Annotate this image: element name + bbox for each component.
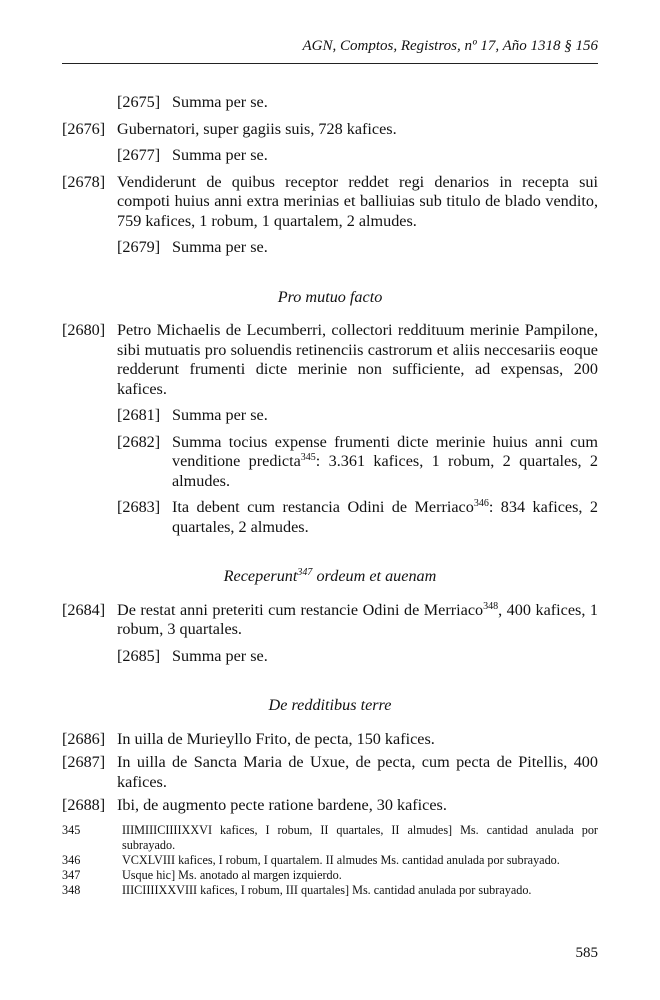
- entry-text: Vendiderunt de quibus receptor reddet regi denarios in recepta sui compoti huius anni extra merinias et balliuias sub titulo de blado vendito, 759 kafices, 1 robum, 1 quartalem, 2 almudes.: [117, 172, 598, 230]
- entry-2688: [62, 796, 598, 816]
- entry-number: [2684]: [62, 600, 106, 619]
- entry-number: [2678]: [62, 172, 106, 191]
- footnote-number: 348: [62, 883, 81, 897]
- footnote-number: 346: [62, 853, 81, 867]
- entry-number: [2677]: [117, 146, 161, 164]
- footnote-346: [62, 853, 598, 868]
- entry-2679: [62, 238, 598, 258]
- section-heading-pro-mutuo-facto: Pro mutuo facto: [277, 287, 383, 306]
- footnotes: [62, 823, 598, 898]
- entry-text-part: Ita debent cum restancia Odini de Merriaco: [172, 498, 474, 516]
- footnote-number: 347: [62, 868, 81, 882]
- entry-2686: [62, 730, 598, 750]
- entry-number: [2688]: [62, 796, 106, 814]
- footnote-text: IIIMIIICIIIIXXVI kafices, I robum, II quartales, II almudes] Ms. cantidad anulada por subrayado.: [122, 823, 598, 852]
- entry-number: [2680]: [62, 321, 106, 339]
- footnote-348: [62, 883, 598, 898]
- entry-text-part: : 834 kafices, 2 quartales, 2 almudes.: [172, 498, 598, 536]
- footnote-text: IIICIIIIXXVIII kafices, I robum, III quartales] Ms. cantidad anulada por subrayado.: [122, 883, 532, 897]
- entry-text: Summa per se.: [172, 406, 268, 424]
- entry-text: [172, 433, 598, 492]
- entry-text: Gubernatori, super gagiis suis, 728 kafices.: [117, 119, 397, 138]
- entry-text: Summa per se.: [172, 146, 268, 164]
- heading-text-part: Receperunt: [223, 567, 298, 585]
- entry-text: Ibi, de augmento pecte ratione bardene, 30 kafices.: [117, 796, 447, 814]
- entry-text: In uilla de Sancta Maria de Uxue, de pecta, cum pecta de Pitellis, 400 kafices.: [117, 753, 598, 791]
- entry-2678: [62, 173, 598, 232]
- footnote-ref-348[interactable]: 348: [483, 600, 499, 612]
- section-heading-de-redditibus-terre: De redditibus terre: [268, 696, 392, 714]
- entry-number: [2686]: [62, 729, 106, 748]
- running-header: [62, 38, 598, 64]
- footnote-ref-347[interactable]: 347: [297, 567, 313, 578]
- entry-number: [2679]: [117, 238, 161, 256]
- entry-text-part: Summa tocius expense frumenti dicte merinie huius anni cum venditione predicta: [172, 432, 598, 470]
- entry-number: [2681]: [117, 406, 161, 424]
- footnote-345: [62, 823, 598, 853]
- entry-number: [2687]: [62, 753, 106, 771]
- entry-2685: [62, 647, 598, 667]
- footnote-ref-346[interactable]: 346: [473, 498, 489, 509]
- footnote-text: Usque hic] Ms. anotado al margen izquierdo.: [122, 868, 342, 882]
- heading-text-part: ordeum et auenam: [312, 567, 437, 585]
- entry-text: Summa per se.: [172, 238, 268, 256]
- entry-text: [172, 498, 598, 537]
- footnote-ref-345[interactable]: 345: [300, 452, 316, 463]
- entry-number: [2676]: [62, 119, 106, 138]
- footnote-text: VCXLVIII kafices, I robum, I quartalem. II almudes Ms. cantidad anulada por subrayado.: [122, 853, 560, 867]
- entry-2684: [62, 601, 598, 640]
- entry-text: Summa per se.: [172, 93, 268, 111]
- footnote-number: 345: [62, 823, 81, 837]
- entry-text: Summa per se.: [172, 646, 268, 665]
- entry-2687: [62, 753, 598, 792]
- entry-number: [2675]: [117, 93, 161, 111]
- entry-number: [2685]: [117, 646, 161, 665]
- entry-2681: [62, 406, 598, 426]
- entry-text-part: : 3.361 kafices, 1 robum, 2 quartales, 2 almudes.: [172, 452, 598, 490]
- page-number: 585: [575, 945, 598, 961]
- entry-2675: [62, 93, 598, 113]
- entry-number: [2682]: [117, 432, 161, 451]
- entry-number: [2683]: [117, 498, 161, 516]
- running-title: AGN, Comptos, Registros, nº 17, Año 1318 § 156: [302, 38, 598, 54]
- entry-2683: [62, 498, 598, 537]
- entry-text-part: De restat anni preteriti cum restancie Odini de Merriaco: [117, 600, 484, 619]
- entry-2676: [62, 120, 598, 140]
- entry-text-part: , 400 kafices, 1 robum, 3 quartales.: [117, 600, 598, 638]
- entry-2677: [62, 146, 598, 166]
- footnote-347: [62, 868, 598, 883]
- section-heading-receperunt: [62, 567, 598, 587]
- page-body: [62, 93, 598, 823]
- entry-2680: [62, 321, 598, 399]
- entry-2682: [62, 433, 598, 492]
- entry-text: In uilla de Murieyllo Frito, de pecta, 150 kafices.: [117, 729, 435, 748]
- entry-text: Petro Michaelis de Lecumberri, collectori reddituum merinie Pampilone, sibi mutuatis pro soluendis retinenciis castrorum et aliis neccesariis eoque redderunt frumenti dicte merinie non sufficiente, ad expensas, 200 kafices.: [117, 321, 598, 398]
- entry-text: [117, 601, 598, 640]
